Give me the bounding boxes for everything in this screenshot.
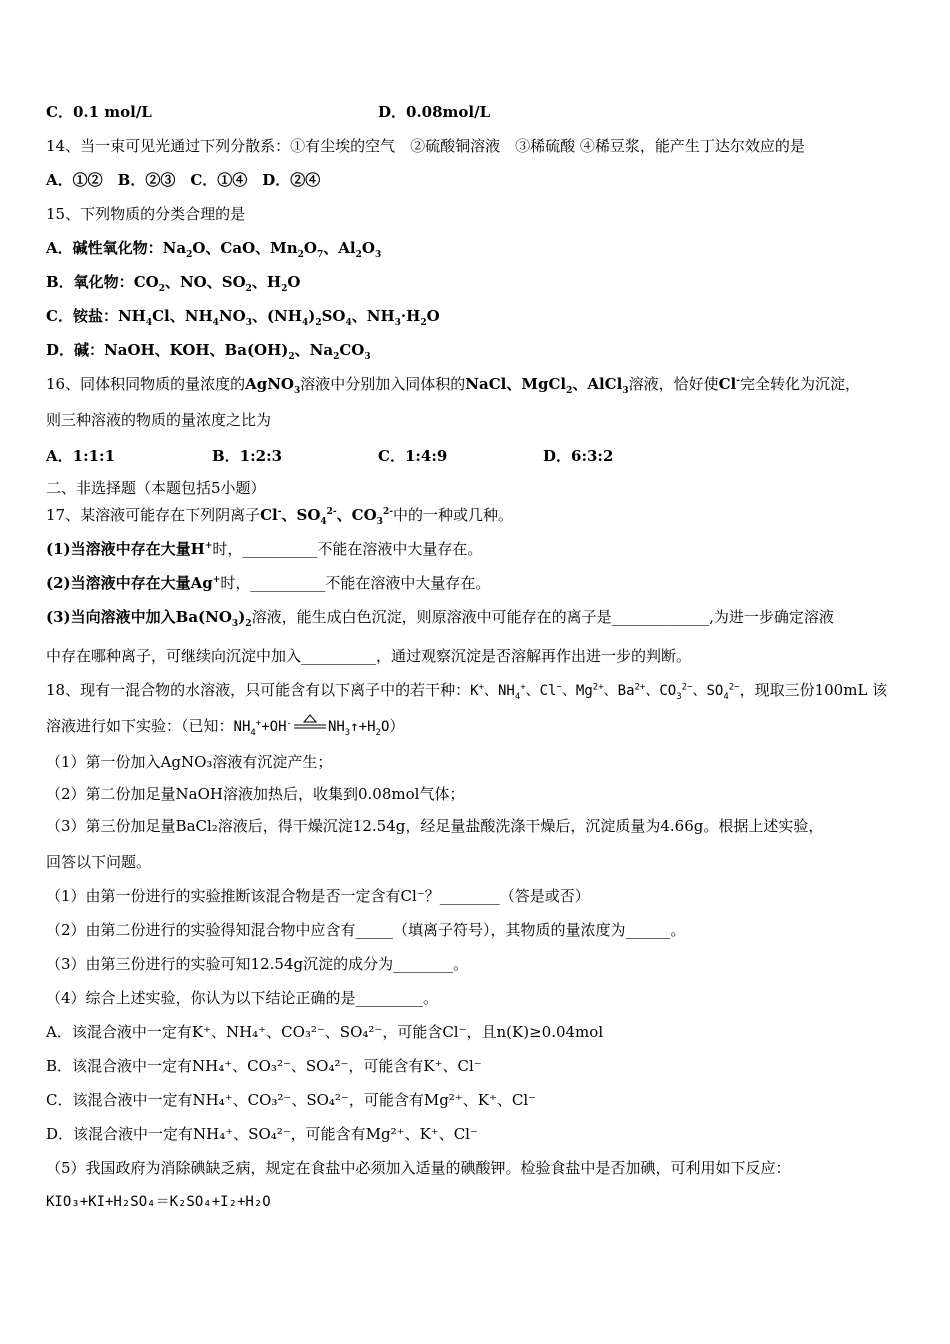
q18-experiment-2: （2）第二份加足量NaOH溶液加热后，收集到0.08mol气体； <box>46 785 465 803</box>
q18-experiment-3-line2: 回答以下问题。 <box>46 853 152 871</box>
q15-option-a: A．碱性氧化物：$Na_2O$、CaO、$Mn_2O_7$、$Al_2O_3$ <box>46 239 382 260</box>
q17-part1: (1)当溶液中存在大量H+时，__________不能在溶液中大量存在。 <box>46 540 483 558</box>
section-heading: 二、非选择题（本题包括5小题） <box>46 479 266 497</box>
q17-stem: 17、某溶液可能存在下列阴离子Cl-、$SO_4^{2-}$、$CO_3^{2-}$中的一种或几种。 <box>46 506 513 527</box>
q18-option-a: A．该混合液中一定有K⁺、NH₄⁺、CO₃²⁻、SO₄²⁻，可能含Cl⁻，且n(K)≥0.04mol <box>46 1023 604 1041</box>
q18-question-3: （3）由第三份进行的实验可知12.54g沉淀的成分为________。 <box>46 955 469 973</box>
q18-question-4: （4）综合上述实验，你认为以下结论正确的是_________。 <box>46 989 439 1007</box>
q18-question-2: （2）由第二份进行的实验得知混合物中应含有_____（填离子符号），其物质的量浓度为______。 <box>46 921 686 939</box>
q17-part3: (3)当向溶液中加入$Ba(NO_3)_2$溶液，能生成白色沉淀，则原溶液中可能存在的离子是_____________,为进一步确定溶液 <box>46 608 834 629</box>
q15-option-d: D．碱：NaOH、KOH、$Ba(OH)_2$、$Na_2CO_3$ <box>46 341 371 362</box>
q18-option-b: B．该混合液中一定有NH₄⁺、CO₃²⁻、SO₄²⁻，可能含有K⁺、Cl⁻ <box>46 1057 482 1075</box>
q18-question-5: （5）我国政府为消除碘缺乏病，规定在食盐中必须加入适量的碘酸钾。检验食盐中是否加碘，可利用如下反应： <box>46 1159 791 1177</box>
q17-part2: (2)当溶液中存在大量Ag+时，__________不能在溶液中大量存在。 <box>46 574 491 592</box>
heat-arrow <box>292 720 328 734</box>
q16-option-d: D．6:3:2 <box>543 447 614 465</box>
q16-stem: 16、同体积同物质的量浓度的AgNO$_3$溶液中分别加入同体积的NaCl、MgCl$_2$、AlCl$_3$溶液，恰好使Cl-完全转化为沉淀， <box>46 375 861 396</box>
q16-stem-line2: 则三种溶液的物质的量浓度之比为 <box>46 411 272 429</box>
q18-option-c: C．该混合液中一定有NH₄⁺、CO₃²⁻、SO₄²⁻，可能含有Mg²⁺、K⁺、Cl⁻ <box>46 1091 537 1109</box>
q13-option-c: C．0.1 mol/L <box>46 103 152 121</box>
q16-option-a: A．1:1:1 <box>46 447 116 465</box>
q18-stem: 18、现有一混合物的水溶液，只可能含有以下离子中的若干种：K+、$NH_4^+$、Cl−、$Mg^{2+}$、$Ba^{2+}$、$CO_3^{2-}$、$SO_4^{2-}$，现取三份100mL 该 <box>46 681 888 702</box>
q18-option-d: D．该混合液中一定有NH₄⁺、SO₄²⁻，可能含有Mg²⁺、K⁺、Cl⁻ <box>46 1125 478 1143</box>
q17-part3-line2: 中存在哪种离子，可继续向沉淀中加入__________，通过观察沉淀是否溶解再作出进一步的判断。 <box>46 647 692 665</box>
q18-question-1: （1）由第一份进行的实验推断该混合物是否一定含有Cl⁻？________（答是或否） <box>46 887 590 905</box>
q15-stem: 15、下列物质的分类合理的是 <box>46 205 246 223</box>
q18-stem-line2: 溶液进行如下实验：（已知：$NH_4^++OH^-$ $NH_3↑+H_2O$） <box>46 717 405 738</box>
q18-equation: KIO₃+KI+H₂SO₄＝K₂SO₄+I₂+H₂O <box>46 1194 271 1210</box>
q13-option-d: D．0.08mol/L <box>378 103 491 121</box>
q16-option-b: B．1:2:3 <box>212 447 283 465</box>
q18-experiment-3: （3）第三份加足量BaCl₂溶液后，得干燥沉淀12.54g，经足量盐酸洗涤干燥后，沉淀质量为4.66g。根据上述实验， <box>46 817 824 835</box>
q15-option-c: C．铵盐：$NH_4Cl$、$NH_4NO_3$、$(NH_4)_2SO_4$、$NH_3\cdot H_2O$ <box>46 307 440 328</box>
q18-experiment-1: （1）第一份加入AgNO₃溶液有沉淀产生； <box>46 753 333 771</box>
q14-stem: 14、当一束可见光通过下列分散系：①有尘埃的空气 ②硫酸铜溶液 ③稀硫酸 ④稀豆浆，能产生丁达尔效应的是 <box>46 137 805 155</box>
q15-option-b: B．氧化物：$CO_2$、NO、$SO_2$、$H_2O$ <box>46 273 301 294</box>
q14-options: A．①② B．②③ C．①④ D．②④ <box>46 171 321 189</box>
q16-option-c: C．1:4:9 <box>378 447 448 465</box>
